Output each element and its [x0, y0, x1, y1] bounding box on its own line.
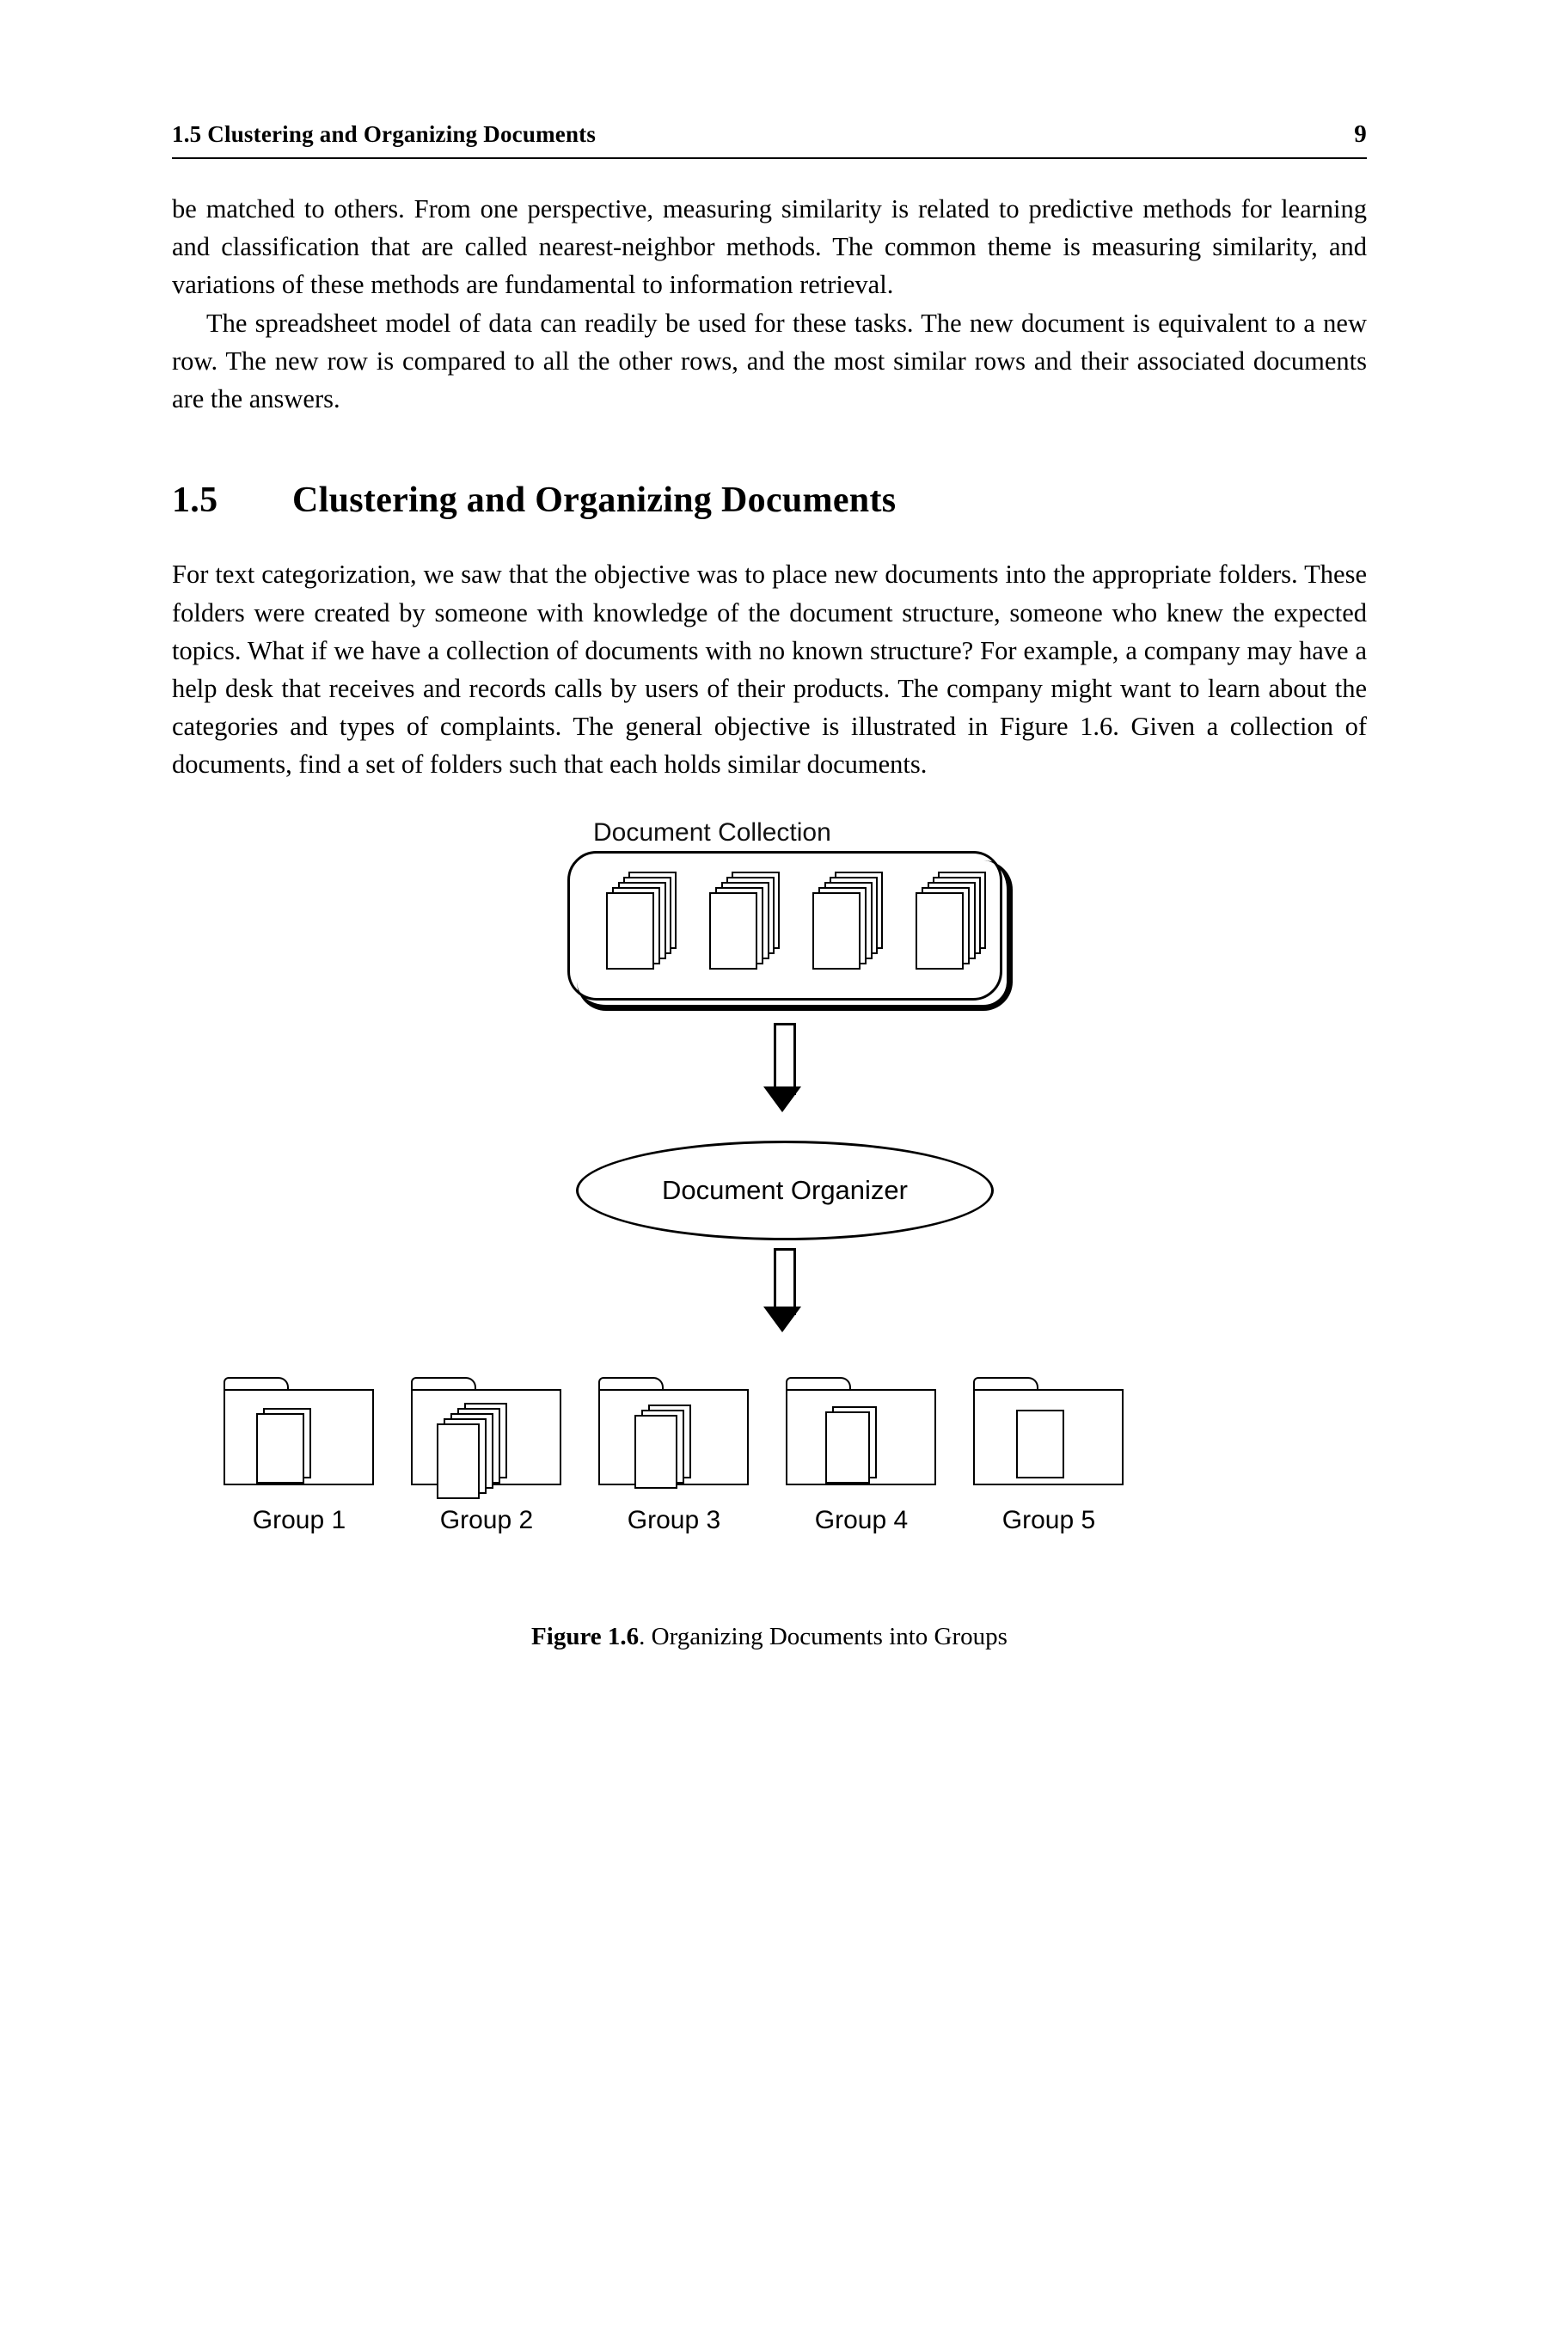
document-sheet [916, 892, 964, 970]
group-folder-1 [224, 1377, 374, 1487]
group-3-caption: Group 3 [627, 1505, 721, 1534]
document-collection-label: Document Collection [593, 817, 831, 847]
group-folder-3 [598, 1377, 749, 1487]
document-sheet [812, 892, 861, 970]
group-1-caption: Group 1 [252, 1505, 346, 1534]
document-organizer-label: Document Organizer [661, 1174, 908, 1205]
running-head-title: 1.5 Clustering and Organizing Documents [172, 121, 597, 147]
body-text-top [172, 190, 1367, 418]
figure-caption-label: Figure 1.6 [531, 1622, 640, 1650]
folder-document [825, 1411, 870, 1484]
group-4-caption: Group 4 [814, 1505, 909, 1534]
folder-document [256, 1413, 304, 1484]
document-sheet [709, 892, 757, 970]
group-folder-2 [411, 1377, 561, 1487]
group-folder-5 [973, 1377, 1124, 1487]
document-sheet [606, 892, 654, 970]
figure-caption [172, 1623, 1367, 1651]
group-folder-4 [786, 1377, 936, 1487]
paragraph-2: The spreadsheet model of data can readily be used for these tasks. The new document is equivalent to a new row. The new row is compared to all the other rows, and the most similar rows and their associated documents are the answers. [172, 308, 1367, 414]
folder-document [437, 1423, 480, 1499]
page-number: 9 [1354, 120, 1367, 148]
paragraph-3: For text categorization, we saw that the objective was to place new documents into the appropriate folders. These folders were created by someone with knowledge of the document structure, someone who knew the expected topics. What if we have a collection of documents with no known structure? For example, a company may have a help desk that receives and records calls by users of their products. The company might want to learn about the categories and types of complaints. The general objective is illustrated in Figure 1.6. Given a collection of documents, find a set of folders such that each holds similar documents. [172, 560, 1367, 780]
figure-caption-text: . Organizing Documents into Groups [639, 1622, 1008, 1650]
section-title: Clustering and Organizing Documents [292, 480, 897, 521]
group-5-caption: Group 5 [1001, 1505, 1096, 1534]
folder-document [634, 1415, 677, 1489]
section-heading [172, 480, 1367, 521]
document-organizer-node [576, 1141, 994, 1240]
paragraph-1: be matched to others. From one perspective, measuring similarity is related to predictive methods for learning and classification that are called nearest-neighbor methods. The common theme is measuring similarity, and variations of these methods are fundamental to information retrieval. [172, 194, 1367, 300]
folder-document [1016, 1410, 1064, 1478]
figure-1-6 [172, 818, 1367, 1600]
running-head [172, 120, 1367, 159]
section-number: 1.5 [172, 480, 218, 521]
body-text-section [172, 555, 1367, 783]
page-content [172, 120, 1367, 1651]
group-2-caption: Group 2 [439, 1505, 534, 1534]
